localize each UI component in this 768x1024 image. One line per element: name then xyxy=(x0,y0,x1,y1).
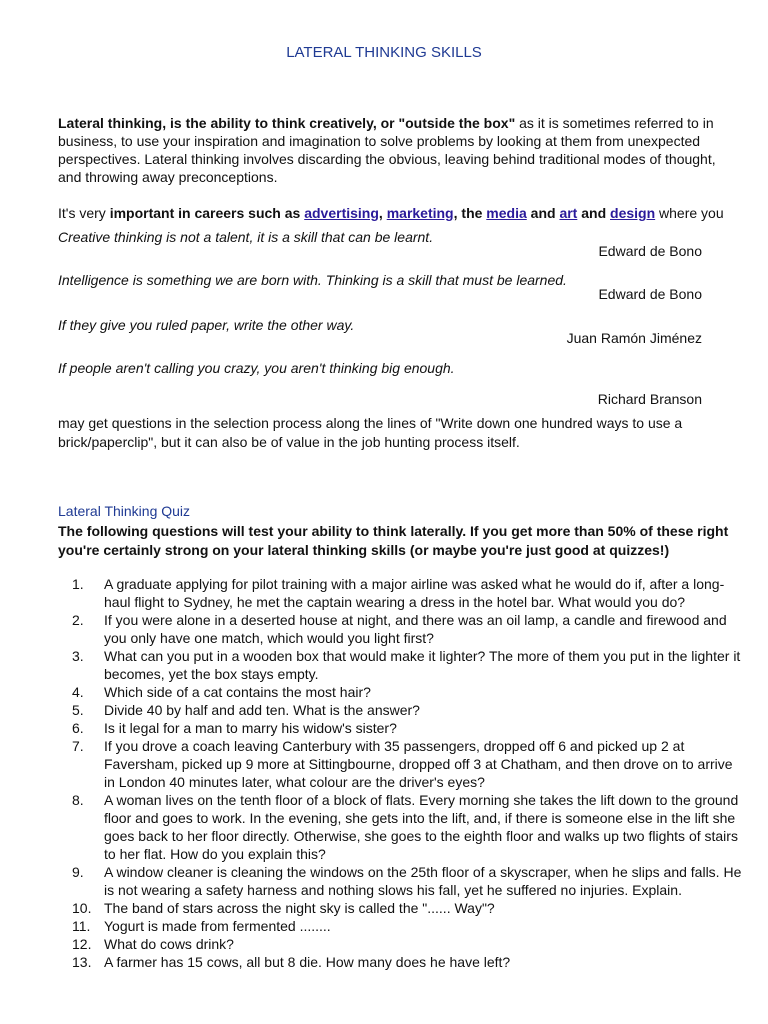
link-design[interactable]: design xyxy=(610,205,656,221)
question-item xyxy=(72,899,742,917)
question-text: A farmer has 15 cows, all but 8 die. How many does he have left? xyxy=(104,954,511,970)
question-text: The band of stars across the night sky is called the "...... Way"? xyxy=(104,900,495,916)
question-number: 2. xyxy=(72,612,84,628)
question-item xyxy=(72,611,742,647)
question-text: A graduate applying for pilot training with a major airline was asked what he would do if, after a long-haul flight to Sydney, he met the captain wearing a dress in the hotel bar. What would you do? xyxy=(104,576,725,610)
question-text: What do cows drink? xyxy=(104,936,234,952)
question-text: What can you put in a wooden box that would make it lighter? The more of them you put in the lighter it becomes, yet the box stays empty. xyxy=(104,648,741,682)
question-item xyxy=(72,647,742,683)
careers-lead: It's very xyxy=(58,205,110,221)
careers-sep: and xyxy=(526,205,560,221)
quote-text: Creative thinking is not a talent, it is a skill that can be learnt. xyxy=(58,229,434,245)
question-number: 11. xyxy=(72,918,91,934)
question-item xyxy=(72,953,742,971)
link-art[interactable]: art xyxy=(559,205,578,221)
question-item xyxy=(72,935,742,953)
document-title: LATERAL THINKING SKILLS xyxy=(286,44,482,61)
question-number: 3. xyxy=(72,648,84,664)
question-item xyxy=(72,701,742,719)
careers-line xyxy=(58,204,758,222)
question-text: A window cleaner is cleaning the windows on the 25th floor of a skyscraper, when he slips and falls. He is not wearing a safety harness and nothing slows his fall, yet he suffered no injuries. Explain. xyxy=(104,864,742,898)
question-text: Is it legal for a man to marry his widow's sister? xyxy=(104,720,397,736)
quiz-heading: Lateral Thinking Quiz xyxy=(58,503,191,519)
intro-paragraph xyxy=(58,114,728,186)
link-advertising[interactable]: advertising xyxy=(304,205,379,221)
careers-bold: important in careers such as xyxy=(109,205,305,221)
question-item xyxy=(72,719,742,737)
quote-author: Edward de Bono xyxy=(598,243,702,259)
quiz-intro: The following questions will test your ability to think laterally. If you get more than 50% of these right you're certainly strong on your lateral thinking skills (or maybe you're just good at quizzes!) xyxy=(58,523,729,558)
question-item xyxy=(72,575,742,611)
question-text: A woman lives on the tenth floor of a block of flats. Every morning she takes the lift down to the ground floor and goes to work. In the evening, she gets into the lift, and, if there is someone else in the lift she goes back to her floor directly. Otherwise, she goes to the eighth floor and walks up two flights of stairs to her flat. How do you explain this? xyxy=(104,792,739,862)
quote-author: Richard Branson xyxy=(597,391,702,407)
quote-text: If they give you ruled paper, write the other way. xyxy=(58,317,355,333)
continuation-paragraph: may get questions in the selection process along the lines of "Write down one hundred ways to use a brick/paperclip", but it can also be of value in the job hunting process itself. xyxy=(58,415,683,450)
careers-sep: , xyxy=(378,205,387,221)
quote-text: Intelligence is something we are born with. Thinking is a skill that must be learned. xyxy=(58,272,567,288)
question-item xyxy=(72,737,742,791)
question-text: If you were alone in a deserted house at night, and there was an oil lamp, a candle and firewood and you only have one match, which would you light first? xyxy=(104,612,727,646)
question-number: 12. xyxy=(72,936,92,952)
question-number: 13. xyxy=(72,954,92,970)
question-item xyxy=(72,791,742,863)
question-text: Divide 40 by half and add ten. What is the answer? xyxy=(104,702,420,718)
question-text: Which side of a cat contains the most hair? xyxy=(104,684,371,700)
quote-author: Edward de Bono xyxy=(598,286,702,302)
question-item xyxy=(72,863,742,899)
link-media[interactable]: media xyxy=(486,205,527,221)
question-number: 1. xyxy=(72,576,84,592)
question-number: 6. xyxy=(72,720,84,736)
careers-tail: where you xyxy=(655,205,724,221)
intro-text: as it is sometimes referred to in business, to use your inspiration and imagination to solve problems by looking at them from unexpected perspectives. Lateral thinking involves discarding the obvious, leaving behind traditional modes of thought, and throwing away preconceptions. xyxy=(58,115,716,185)
link-marketing[interactable]: marketing xyxy=(386,205,454,221)
question-number: 5. xyxy=(72,702,84,718)
question-number: 8. xyxy=(72,792,84,808)
question-number: 7. xyxy=(72,738,84,754)
question-text: If you drove a coach leaving Canterbury with 35 passengers, dropped off 6 and picked up 2 at Faversham, picked up 9 more at Sittingbourne, dropped off 3 at Chatham, and then drove on to arrive in London 40 minutes later, what colour are the driver's eyes? xyxy=(104,738,733,790)
question-item xyxy=(72,683,742,701)
question-text: Yogurt is made from fermented ........ xyxy=(104,918,331,934)
question-number: 10. xyxy=(72,900,92,916)
intro-bold-text: Lateral thinking, is the ability to think creatively, or "outside the box" xyxy=(58,115,516,131)
quote-text: If people aren't calling you crazy, you aren't thinking big enough. xyxy=(58,360,455,376)
quote-author: Juan Ramón Jiménez xyxy=(566,330,702,346)
careers-sep: and xyxy=(577,205,611,221)
question-item xyxy=(72,917,742,935)
question-number: 9. xyxy=(72,864,84,880)
careers-sep: , the xyxy=(453,205,487,221)
question-list xyxy=(72,575,742,971)
question-number: 4. xyxy=(72,684,84,700)
